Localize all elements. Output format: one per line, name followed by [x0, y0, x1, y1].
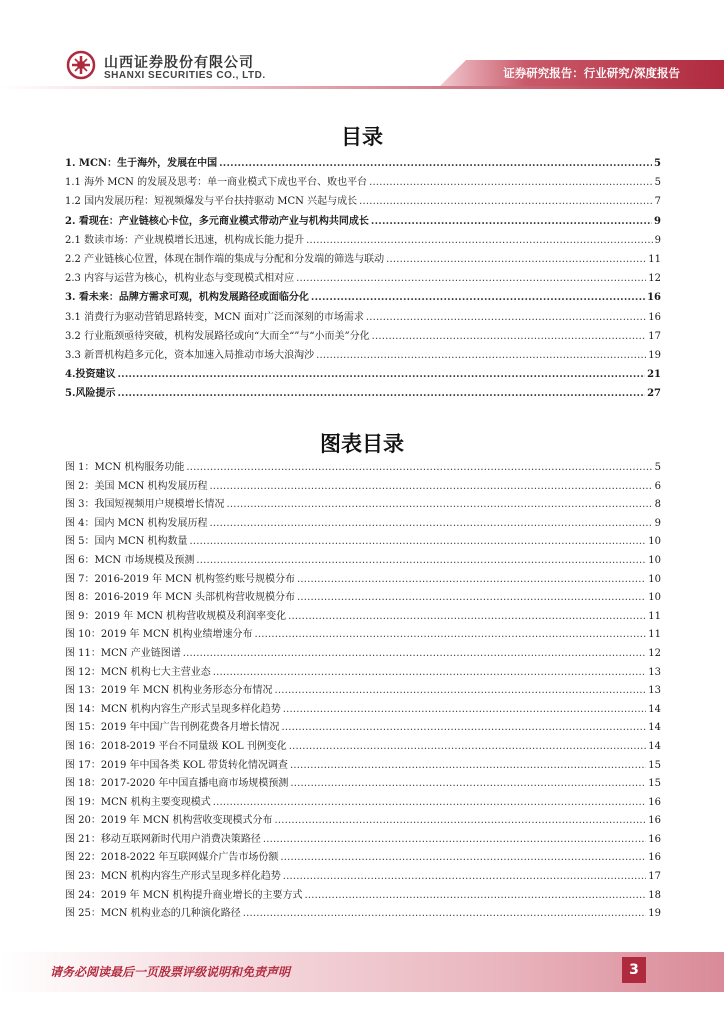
toc-entry-text: 1. MCN：生于海外，发展在中国 [65, 158, 218, 169]
dot-leader [190, 535, 647, 548]
page-header [0, 0, 724, 100]
figure-entry-text: 图 8：2016-2019 年 MCN 头部机构营收规模分布 [65, 592, 295, 604]
figure-entry-text: 图 20：2019 年 MCN 机构营收变现模式分布 [65, 815, 273, 827]
toc-entry-text: 2.1 数读市场：产业规模增长迅速，机构成长能力提升 [65, 234, 305, 246]
toc-entry-text: 3.3 新晋机构趋多元化，资本加速入局推动市场大浪淘沙 [65, 349, 315, 361]
toc-entry-page: 12 [648, 273, 661, 285]
figure-entry[interactable] [65, 666, 661, 685]
dot-leader [296, 272, 646, 285]
figure-entry-page: 13 [648, 666, 661, 678]
dot-leader [117, 368, 645, 381]
figure-entry-page: 16 [648, 796, 661, 808]
dot-leader [369, 176, 653, 189]
figure-entry-page: 16 [648, 815, 661, 827]
dot-leader [282, 721, 647, 734]
dot-leader [275, 684, 647, 697]
dot-leader [297, 573, 646, 586]
figure-entry[interactable] [65, 647, 661, 666]
figure-entry[interactable] [65, 759, 661, 778]
figure-entry-text: 图 23：MCN 机构内容生产形式呈现多样化趋势 [65, 871, 281, 883]
dot-leader [283, 870, 647, 883]
figure-entry-text: 图 11：MCN 产业链图谱 [65, 647, 181, 659]
figure-entry-text: 图 15：2019 年中国广告刊例花费各月增长情况 [65, 722, 280, 734]
figure-entry-page: 17 [648, 871, 661, 883]
figure-entry[interactable] [65, 610, 661, 629]
toc-entry[interactable] [65, 272, 661, 291]
dot-leader [283, 703, 647, 716]
figure-entry[interactable] [65, 498, 661, 517]
figure-entry[interactable] [65, 851, 661, 870]
toc-entry[interactable] [65, 349, 661, 368]
dot-leader [219, 157, 652, 170]
figure-entry[interactable] [65, 480, 661, 499]
figure-entry-text: 图 3：我国短视频用户规模增长情况 [65, 499, 225, 511]
toc-title: 目录 [341, 125, 383, 149]
figure-entry-page: 15 [648, 759, 661, 771]
company-logo-icon [66, 50, 96, 80]
figure-entry[interactable] [65, 628, 661, 647]
figure-entry-text: 图 13：2019 年 MCN 机构业务形态分布情况 [65, 685, 273, 697]
figure-entry-page: 16 [648, 852, 661, 864]
figure-list-title: 图表目录 [320, 432, 404, 456]
figure-entry[interactable] [65, 814, 661, 833]
toc-entry-page: 16 [648, 311, 661, 323]
toc-entry-page: 5 [654, 177, 661, 189]
figure-entry-text: 图 4：国内 MCN 机构发展历程 [65, 517, 208, 529]
figure-entry-text: 图 19：MCN 机构主要变现模式 [65, 796, 211, 808]
dot-leader [288, 610, 646, 623]
toc-entry-text: 5.风险提示 [65, 388, 116, 400]
toc-entry[interactable] [65, 234, 661, 253]
figure-entry[interactable] [65, 573, 661, 592]
figure-entry[interactable] [65, 870, 661, 889]
dot-leader [275, 814, 647, 827]
toc-entry-page: 16 [647, 292, 661, 304]
figure-entry-page: 19 [648, 908, 661, 920]
figure-entry-text: 图 14：MCN 机构内容生产形式呈现多样化趋势 [65, 703, 281, 715]
figure-entry[interactable] [65, 777, 661, 796]
dot-leader [280, 851, 646, 864]
dot-leader [290, 759, 646, 772]
figure-entry-text: 图 25：MCN 机构业态的几种演化路径 [65, 908, 241, 920]
figure-entry-page: 11 [648, 610, 661, 622]
company-name-cn: 山西证券股份有限公司 [104, 55, 254, 71]
figure-entry-text: 图 10：2019 年 MCN 机构业绩增速分布 [65, 629, 253, 641]
toc-entry-text: 1.1 海外 MCN 的发展及思考：单一商业模式下成也平台、败也平台 [65, 177, 368, 189]
toc-entry-page: 5 [654, 158, 661, 169]
dot-leader [243, 907, 647, 920]
dot-leader [386, 253, 646, 266]
toc-entry-text: 4.投资建议 [65, 369, 116, 381]
figure-entry-page: 5 [654, 462, 661, 473]
toc-entry[interactable] [65, 330, 661, 349]
dot-leader [227, 498, 653, 511]
dot-leader [359, 195, 653, 208]
figure-entry[interactable] [65, 684, 661, 703]
toc-entry-page: 7 [654, 196, 661, 208]
dot-leader [305, 889, 647, 902]
figure-list [65, 461, 661, 926]
dot-leader [183, 647, 647, 660]
figure-entry-page: 14 [648, 722, 661, 734]
figure-entry-page: 14 [648, 703, 661, 715]
figure-entry[interactable] [65, 721, 661, 740]
dot-leader [311, 291, 645, 304]
figure-entry[interactable] [65, 833, 661, 852]
dot-leader [213, 666, 647, 679]
toc-entry[interactable] [65, 368, 661, 387]
figure-entry[interactable] [65, 535, 661, 554]
table-of-contents [65, 157, 661, 406]
figure-entry-text: 图 2：美国 MCN 机构发展历程 [65, 480, 208, 492]
figure-entry[interactable] [65, 461, 661, 480]
figure-entry-text: 图 12：MCN 机构七大主营业态 [65, 666, 211, 678]
toc-entry[interactable] [65, 291, 661, 310]
toc-entry[interactable] [65, 215, 661, 234]
dot-leader [297, 591, 646, 604]
dot-leader [210, 517, 653, 530]
figure-entry-page: 15 [648, 778, 661, 790]
footer-disclaimer: 请务必阅读最后一页股票评级说明和免责声明 [50, 965, 291, 979]
toc-entry-text: 3.1 消费行为驱动营销思路转变，MCN 面对广泛而深刻的市场需求 [65, 311, 364, 323]
dot-leader [213, 796, 647, 809]
figure-entry-page: 10 [648, 536, 661, 548]
page-number: 3 [622, 957, 646, 983]
figure-entry-page: 8 [654, 499, 661, 511]
dot-leader [263, 833, 646, 846]
figure-entry[interactable] [65, 554, 661, 573]
dot-leader [371, 215, 652, 228]
toc-entry-text: 2.3 内容与运营为核心，机构业态与变现模式相对应 [65, 273, 295, 285]
toc-entry-text: 2.2 产业链核心位置，体现在制作端的集成与分配和分发端的筛选与联动 [65, 253, 385, 265]
toc-entry-page: 21 [647, 369, 661, 381]
figure-entry[interactable] [65, 517, 661, 536]
figure-entry-text: 图 17：2019 年中国各类 KOL 带货转化情况调查 [65, 759, 288, 771]
header-divider [0, 86, 724, 89]
toc-entry-page: 9 [654, 234, 661, 246]
toc-entry[interactable] [65, 176, 661, 195]
figure-entry-page: 16 [648, 833, 661, 845]
figure-entry[interactable] [65, 907, 661, 926]
toc-entry[interactable] [65, 253, 661, 272]
toc-entry-text: 3. 看未来：品牌方需求可观，机构发展路径或面临分化 [65, 292, 309, 304]
figure-entry-text: 图 5：国内 MCN 机构数量 [65, 536, 188, 548]
figure-entry-page: 10 [648, 554, 661, 566]
figure-entry-page: 12 [648, 647, 661, 659]
toc-entry-text: 1.2 国内发展历程：短视频爆发与平台扶持驱动 MCN 兴起与成长 [65, 196, 358, 208]
figure-entry-text: 图 16：2018-2019 平台不同量级 KOL 刊例变化 [65, 740, 287, 752]
dot-leader [372, 330, 647, 343]
figure-entry[interactable] [65, 889, 661, 908]
toc-entry-page: 17 [648, 330, 661, 342]
toc-entry-text: 2. 看现在：产业链核心卡位，多元商业模式带动产业与机构共同成长 [65, 215, 369, 227]
figure-entry-text: 图 1：MCN 机构服务功能 [65, 462, 185, 473]
toc-entry[interactable] [65, 311, 661, 330]
dot-leader [306, 234, 653, 247]
figure-entry-text: 图 21：移动互联网新时代用户消费决策路径 [65, 833, 261, 845]
figure-entry[interactable] [65, 796, 661, 815]
figure-entry-page: 9 [654, 517, 661, 529]
company-name-en: SHANXI SECURITIES CO., LTD. [104, 70, 266, 81]
figure-entry-text: 图 9：2019 年 MCN 机构营收规模及利润率变化 [65, 610, 287, 622]
toc-entry-page: 27 [647, 388, 661, 400]
dot-leader [316, 349, 646, 362]
figure-entry-text: 图 7：2016-2019 年 MCN 机构签约账号规模分布 [65, 573, 295, 585]
figure-entry-text: 图 24：2019 年 MCN 机构提升商业增长的主要方式 [65, 889, 303, 901]
toc-entry-page: 9 [654, 215, 661, 227]
figure-entry[interactable] [65, 703, 661, 722]
figure-entry-text: 图 18：2017-2020 年中国直播电商市场规模预测 [65, 778, 289, 790]
toc-entry[interactable] [65, 195, 661, 214]
figure-entry-page: 10 [648, 592, 661, 604]
figure-entry-page: 10 [648, 573, 661, 585]
figure-entry-page: 18 [648, 889, 661, 901]
figure-entry-text: 图 22：2018-2022 年互联网媒介广告市场份额 [65, 852, 279, 864]
dot-leader [255, 628, 647, 641]
figure-entry-page: 6 [654, 480, 661, 492]
toc-entry[interactable] [65, 387, 661, 406]
dot-leader [210, 480, 653, 493]
dot-leader [196, 554, 646, 567]
dot-leader [186, 461, 652, 474]
toc-entry-page: 11 [648, 253, 661, 265]
figure-entry-page: 14 [648, 740, 661, 752]
figure-entry-page: 13 [648, 685, 661, 697]
dot-leader [117, 387, 645, 400]
toc-entry-page: 19 [648, 349, 661, 361]
report-type-label: 证券研究报告：行业研究/深度报告 [503, 66, 680, 80]
figure-entry[interactable] [65, 591, 661, 610]
dot-leader [366, 311, 646, 324]
toc-entry-text: 3.2 行业瓶颈亟待突破，机构发展路径或向“大而全“”与“小而美”分化 [65, 330, 370, 342]
figure-entry-text: 图 6：MCN 市场规模及预测 [65, 554, 195, 566]
figure-entry-page: 11 [648, 629, 661, 641]
figure-entry[interactable] [65, 740, 661, 759]
dot-leader [289, 740, 647, 753]
dot-leader [290, 777, 646, 790]
toc-entry[interactable] [65, 157, 661, 176]
